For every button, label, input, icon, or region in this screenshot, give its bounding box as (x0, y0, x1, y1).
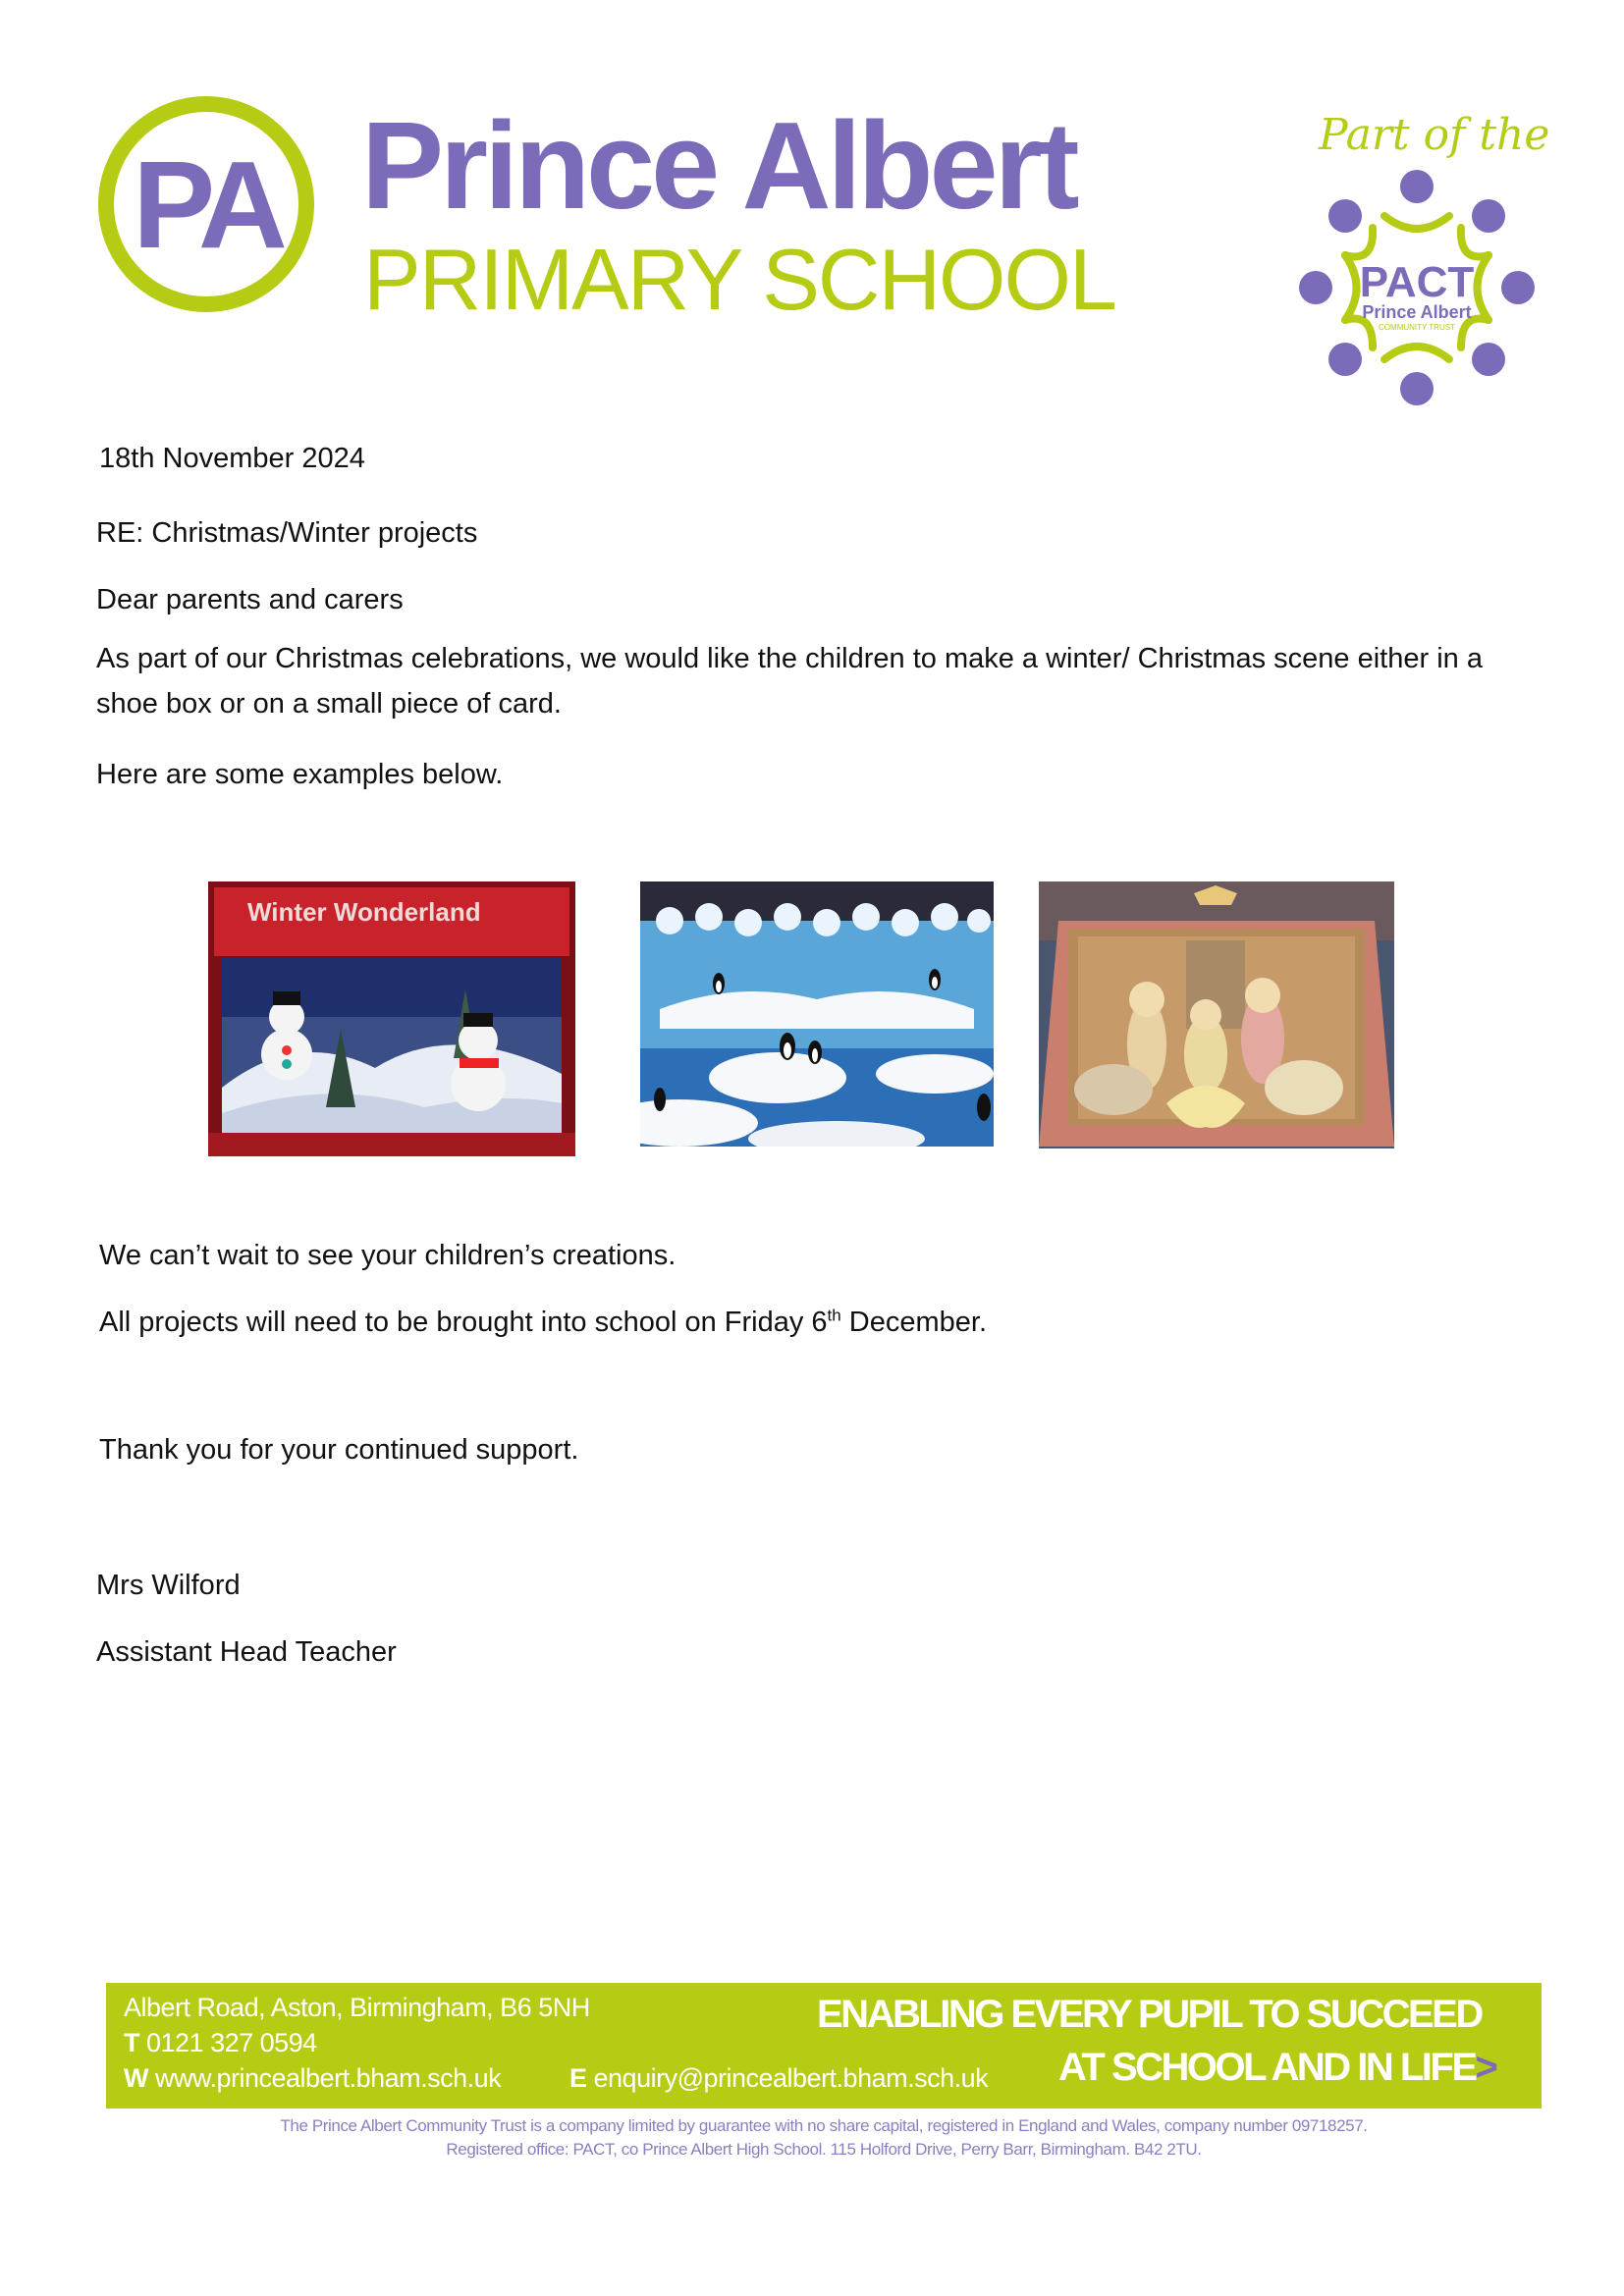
pact-logo-text: PACT (1359, 258, 1475, 306)
signatory-name: Mrs Wilford (96, 1570, 241, 1601)
penguin-scene-photo (640, 881, 994, 1147)
website-label: W (124, 2063, 148, 2093)
email-link[interactable]: enquiry@princealbert.bham.sch.uk (586, 2063, 989, 2093)
footer-tagline-1: ENABLING EVERY PUPIL TO SUCCEED (817, 1993, 1482, 2036)
letter-greeting: Dear parents and carers (96, 584, 404, 615)
winter-wonderland-label: Winter Wonderland (247, 897, 481, 927)
deadline-sup: th (827, 1306, 841, 1325)
phone-label: T (124, 2028, 139, 2057)
nativity-scene-photo (1039, 881, 1394, 1148)
letter-subject: RE: Christmas/Winter projects (96, 517, 478, 549)
tagline-2-text: AT SCHOOL AND IN LIFE (1058, 2046, 1476, 2089)
footer-tagline-2 (1058, 2046, 1495, 2090)
deadline-suffix: December. (840, 1307, 988, 1338)
signatory-role: Assistant Head Teacher (96, 1636, 397, 1668)
website-link[interactable]: www.princealbert.bham.sch.uk (147, 2063, 502, 2093)
deadline-line (99, 1300, 987, 1345)
phone-number: 0121 327 0594 (139, 2028, 317, 2057)
footer-address: Albert Road, Aston, Birmingham, B6 5NH (124, 1993, 590, 2022)
footer-phone (124, 2028, 317, 2058)
school-logo-monogram: PA (133, 134, 280, 274)
pact-logo (1294, 165, 1540, 410)
legal-line-1: The Prince Albert Community Trust is a company limited by guarantee with no share capital, registered in England and Wales, company number 09718257. (280, 2116, 1368, 2135)
anticipation-line: We can’t wait to see your children’s creations. (99, 1240, 677, 1271)
school-name: Prince Albert (361, 96, 1076, 235)
footer-website[interactable] (124, 2063, 501, 2094)
legal-line-2: Registered office: PACT, co Prince Albert High School. 115 Holford Drive, Perry Barr, Birmingham. B42 2TU. (446, 2140, 1202, 2159)
examples-intro: Here are some examples below. (96, 759, 504, 790)
tagline-arrow-icon: > (1475, 2046, 1496, 2089)
winter-wonderland-photo (208, 881, 575, 1156)
footer-email[interactable] (569, 2063, 988, 2094)
letter-paragraph: As part of our Christmas celebrations, we would like the children to make a winter/ Christmas scene either in a shoe box or on a small piece of card. (96, 643, 1483, 720)
pact-logo-subtext: Prince Albert (1362, 302, 1472, 322)
email-label: E (569, 2063, 587, 2093)
letter-date: 18th November 2024 (99, 443, 365, 474)
pact-logo-tinytext: COMMUNITY TRUST (1379, 323, 1455, 332)
school-type: PRIMARY SCHOOL (363, 231, 1115, 328)
partner-prefix: Part of the (1319, 110, 1550, 160)
thanks-line: Thank you for your continued support. (99, 1434, 579, 1466)
deadline-prefix: All projects will need to be brought into school on Friday 6 (99, 1307, 828, 1338)
